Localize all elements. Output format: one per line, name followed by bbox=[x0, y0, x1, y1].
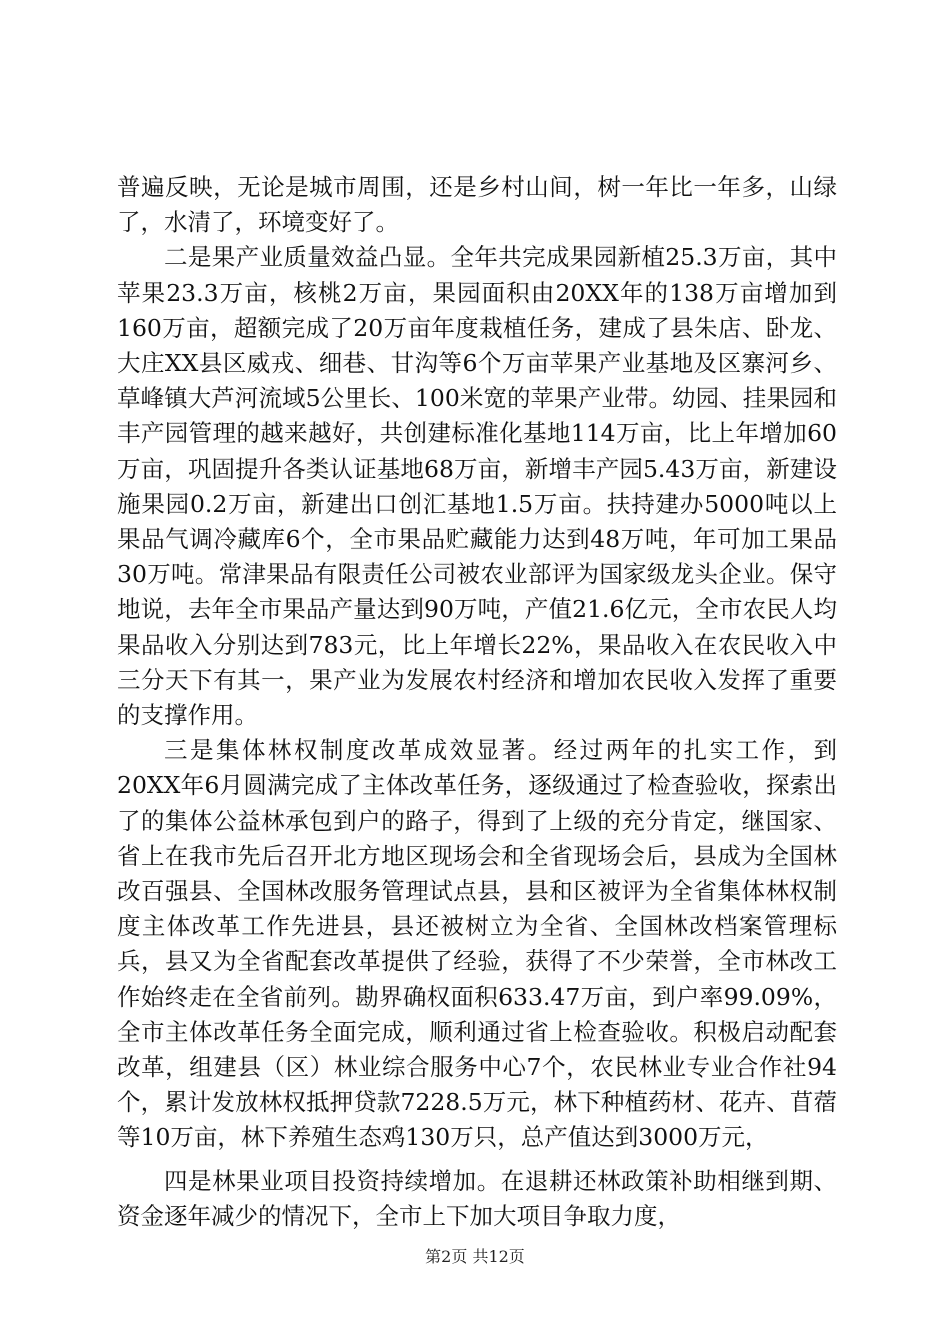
document-body bbox=[117, 170, 837, 1234]
page-number-footer: 第2页 共12页 bbox=[425, 1247, 525, 1266]
paragraph-continuation: 普遍反映，无论是城市周围，还是乡村山间，树一年比一年多，山绿了，水清了，环境变好了。 bbox=[117, 173, 837, 237]
paragraph-fruit-industry: 二是果产业质量效益凸显。全年共完成果园新植25.3万亩，其中苹果23.3万亩，核桃2万亩，果园面积由20XX年的138万亩增加到160万亩，超额完成了20万亩年度栽植任务，建成了县朱店、卧龙、大庄XX县区威戎、细巷、甘沟等6个万亩苹果产业基地及区寨河乡、草峰镇大芦河流域5公里长、100米宽的苹果产业带。幼园、挂果园和丰产园管理的越来越好，共创建标准化基地114万亩，比上年增加60万亩，巩固提升各类认证基地68万亩，新增丰产园5.43万亩，新建设施果园0.2万亩，新建出口创汇基地1.5万亩。扶持建办5000吨以上果品气调冷藏库6个，全市果品贮藏能力达到48万吨，年可加工果品30万吨。常津果品有限责任公司被农业部评为国家级龙头企业。保守地说，去年全市果品产量达到90万吨，产值21.6亿元，全市农民人均果品收入分别达到783元，比上年增长22%，果品收入在农民收入中三分天下有其一，果产业为发展农村经济和增加农民收入发挥了重要的支撑作用。 bbox=[117, 243, 837, 730]
paragraph-project-investment: 四是林果业项目投资持续增加。在退耕还林政策补助相继到期、资金逐年减少的情况下，全市上下加大项目争取力度， bbox=[117, 1166, 837, 1230]
paragraph-forest-rights-reform: 三是集体林权制度改革成效显著。经过两年的扎实工作，到20XX年6月圆满完成了主体改革任务，逐级通过了检查验收，探索出了的集体公益林承包到户的路子，得到了上级的充分肯定，继国家、省上在我市先后召开北方地区现场会和全省现场会后，县成为全国林改百强县、全国林改服务管理试点县，县和区被评为全省集体林权制度主体改革工作先进县，县还被树立为全省、全国林改档案管理标兵，县又为全省配套改革提供了经验，获得了不少荣誉，全市林改工作始终走在全省前列。勘界确权面积633.47万亩，到户率99.09%，全市主体改革任务全面完成，顺利通过省上检查验收。积极启动配套改革，组建县（区）林业综合服务中心7个，农民林业专业合作社94个，累计发放林权抵押贷款7228.5万元，林下种植药材、花卉、苜蓿等10万亩，林下养殖生态鸡130万只，总产值达到3000万元， bbox=[117, 736, 837, 1152]
